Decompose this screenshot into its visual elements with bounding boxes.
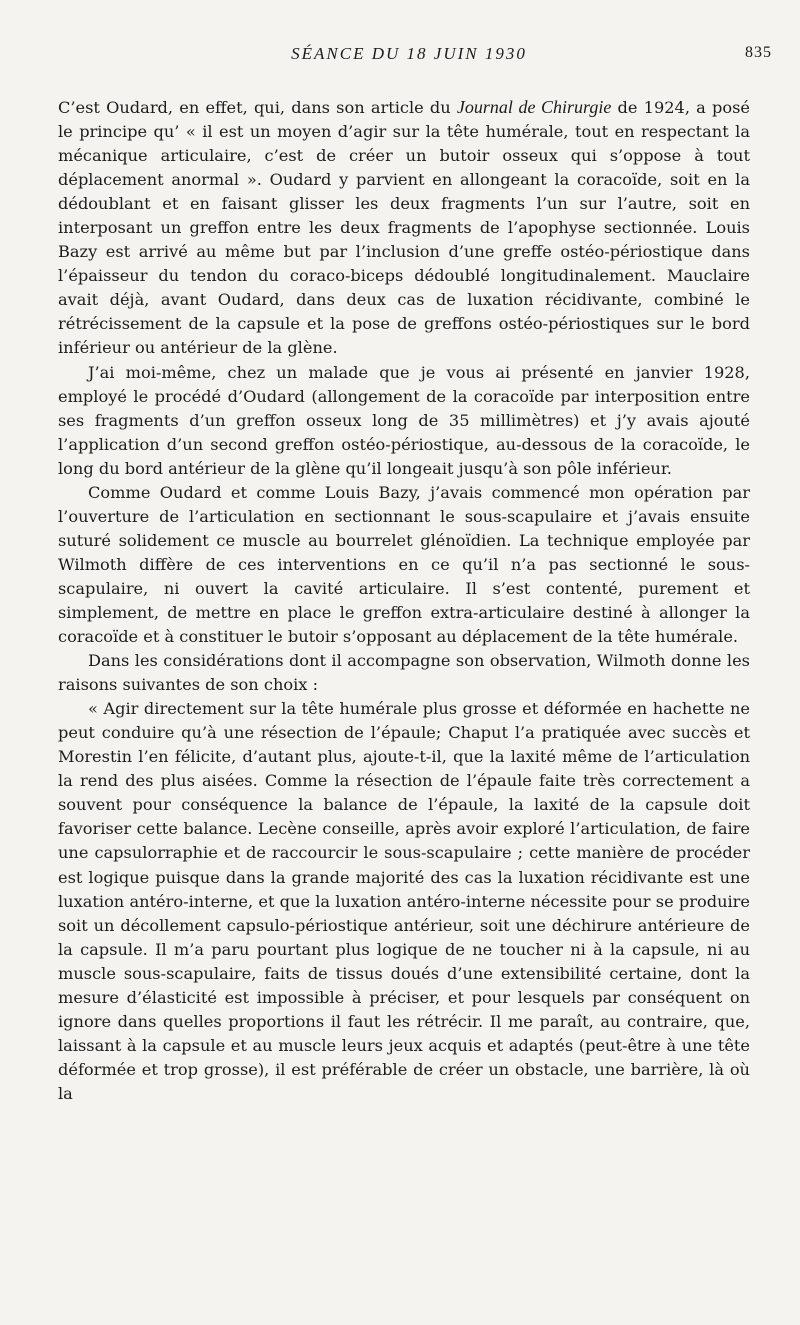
running-head xyxy=(58,44,772,70)
paragraph-1-text: de 1924, a posé le principe qu’ « il est un moyen d’agir sur la tête humérale, tout en respectant la mécanique articulaire, c’est de créer un butoir osseux qui s’oppose à tout déplacement anormal ». Oudard y parvient en allongeant la coracoïde, soit en la dédoublant et en faisant glisser les deux fragments l’un sur l’autre, soit en interposant un greffon entre les deux fragments de l’apophyse sectionnée. Louis Bazy est arrivé au même but par l’inclusion d’une greffe ostéo-périostique dans l’épaisseur du tendon du coraco-biceps dédoublé longitudinalement. Mauclaire avait déjà, avant Oudard, dans deux cas de luxation récidivante, combiné le rétrécissement de la capsule et la pose de greffons ostéo-périostiques sur le bord inférieur ou antérieur de la glène. xyxy=(58,98,751,358)
paragraph-2: J’ai moi-même, chez un malade que je vous ai présenté en janvier 1928, employé le procédé d’Oudard (allongement de la coracoïde par interposition entre ses fragments d’un greffon osseux long de 35 millimètres) et j’y avais ajouté l’application d’un second greffon ostéo-périostique, au-dessous de la coracoïde, le long du bord antérieur de la glène qu’il longeait jusqu’à son pôle inférieur. xyxy=(58,362,750,478)
paragraph-5: « Agir directement sur la tête humérale plus grosse et déformée en hachette ne peut conduire qu’à une résection de l’épaule; Chaput l’a pratiquée avec succès et Morestin l’en félicite, d’autant plus, ajoute-t-il, que la laxité même de l’articulation la rend des plus aisées. Comme la résection de l’épaule faite très correctement a souvent pour conséquence la balance de l’épaule, la laxité de la capsule doit favoriser cette balance. Lecène conseille, après avoir exploré l’articulation, de faire une capsulorraphie et de raccourcir le sous-scapulaire ; cette manière de procéder est logique puisque dans la grande majorité des cas la luxation récidivante est une luxation antéro-interne, et que la luxation antéro-interne nécessite pour se produire soit un décollement capsulo-périostique antérieur, soit une déchirure antérieure de la capsule. Il m’a paru pourtant plus logique de ne toucher ni à la capsule, ni au muscle sous-scapulaire, faits de tissus doués d’une extensibilité certaine, dont la mesure d’élasticité est impossible à préciser, et pour lesquels par conséquent on ignore dans quelles proportions il faut les rétrécir. Il me paraît, au contraire, que, laissant à la capsule et au muscle leurs jeux acquis et adaptés (peut-être à une tête déformée et trop grosse), il est préférable de créer un obstacle, une barrière, là où la xyxy=(58,699,750,1103)
page-number: 835 xyxy=(745,44,772,61)
paragraph-1-intro: C’est Oudard, en effet, qui, dans son article du xyxy=(58,98,457,117)
paragraph-1 xyxy=(58,95,750,361)
journal-title: Journal de Chirurgie xyxy=(456,97,612,117)
running-title: SÉANCE DU 18 JUIN 1930 xyxy=(291,44,527,63)
body-text xyxy=(58,95,750,1106)
paragraph-3: Comme Oudard et comme Louis Bazy, j’avais commencé mon opération par l’ouverture de l’articulation en sectionnant le sous-scapulaire et j’avais ensuite suturé solidement ce muscle au bourrelet glénoïdien. La technique employée par Wilmoth diffère de ces interventions en ce qu’il n’a pas sectionné le sous-scapulaire, ni ouvert la cavité articulaire. Il s’est contenté, purement et simplement, de mettre en place le greffon extra-articulaire destiné à allonger la coracoïde et à constituer le butoir s’opposant au déplacement de la tête humérale. xyxy=(58,482,750,647)
paragraph-4: Dans les considérations dont il accompagne son observation, Wilmoth donne les raisons suivantes de son choix : xyxy=(58,651,750,695)
